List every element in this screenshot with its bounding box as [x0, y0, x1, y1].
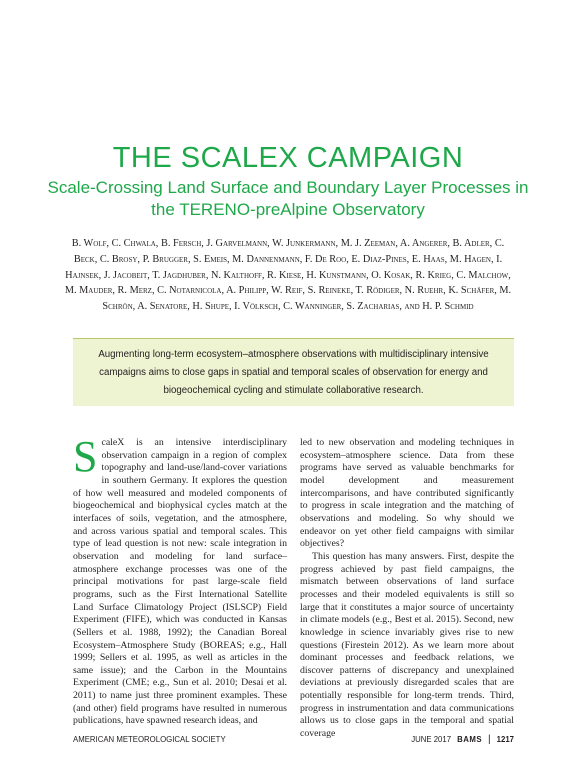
footer-separator: | [488, 734, 491, 745]
paragraph-text: caleX is an intensive interdisciplinary observation campaign in a region of complex topography and land-use/land-cover variations in southern Germany. It explores the question of how well measured and modeled components of biogeochemical and biophysical cycles match at the interfaces of soils, vegetation, and the atmosphere, and across various spatial and temporal scales. This type of lead question is not new: scale integration in observation and modeling for land surface–atmosphere exchange processes was one of the principal motivations for past large-scale field programs, such as the First International Satellite Land Surface Climatology Project (ISLSCP) Field Experiment (FIFE), which was conducted in Kansas (Sellers et al. 1988, 1992); the Canadian Boreal Ecosystem–Atmosphere Study (BOREAS; e.g., Hall 1999; Sellers et al. 1995, as well as articles in the same issue); and the Carbon in the Mountains Experiment (CME; e.g., Sun et al. 2010; Desai et al. 2011) to name just three prominent examples. These (and other) field programs have resulted in numerous publications, have spawned research ideas, and [73, 437, 287, 727]
footer-society: AMERICAN METEOROLOGICAL SOCIETY [73, 735, 226, 744]
footer-date: JUNE 2017 [411, 735, 452, 744]
footer-journal: BAMS [457, 735, 483, 744]
author-list: B. Wolf, C. Chwala, B. Fersch, J. Garvelmann, W. Junkermann, M. J. Zeeman, A. Angerer, B. Adler, C. Beck, C. Brosy, P. Brugger, S. Emeis, M. Dannenmann, F. De Roo, E. Diaz-Pines, E. Haas, M. Hagen, I. Hajnsek, J. Jacobeit, T. Jagdhuber, N. Kalthoff, R. Kiese, H. Kunstmann, O. Kosak, R. Krieg, C. Malchow, M. Mauder, R. Merz, C. Notarnicola, A. Philipp, W. Reif, S. Reineke, T. Rödiger, N. Ruehr, K. Schäfer, M. Schrön, A. Senatore, H. Shupe, I. Völksch, C. Wanninger, S. Zacharias, and H. P. Schmid [64, 238, 512, 313]
abstract-box [73, 338, 514, 406]
page-footer [73, 734, 514, 745]
body-column-right [300, 437, 514, 741]
body-paragraph: This question has many answers. First, despite the progress achieved by past field campaigns, the mismatch between observations of land surface processes and their modeled equivalents is still so large that it constitutes a major source of uncertainty in climate models (e.g., Best et al. 2015). Second, new knowledge in science invariably gives rise to new questions (Firestein 2012). As we learn more about dominant processes and feedback relations, we discover patterns of discrepancy and unexplained deviations at previously disregarded scales that are potentially responsible for long-term trends. Third, progress in instrumentation and data communications allows us to close gaps in the temporal and spatial coverage [300, 550, 514, 740]
article-title: THE SCALEX CAMPAIGN [112, 142, 464, 174]
abstract-top-rule [73, 338, 514, 339]
drop-cap: S [73, 432, 98, 481]
article-subtitle: Scale-Crossing Land Surface and Boundary Layer Processes in the TERENO-preAlpine Observatory [47, 178, 529, 219]
body-column-left [73, 432, 287, 728]
body-paragraph: led to new observation and modeling techniques in ecosystem–atmosphere science. Data from these programs have served as valuable benchmarks for model development and measurement intercomparisons, and have contributed significantly to progress in scale integration and the matching of observations and modeling. So why should we endeavor on yet other field campaigns with similar objectives? [300, 437, 514, 550]
page-number: 1217 [496, 735, 514, 744]
abstract-text: Augmenting long-term ecosystem–atmosphere observations with multidisciplinary intensive campaigns aims to close gaps in spatial and temporal scales of observation for energy and biogeochemical cycling and stimulate collaborative research. [98, 349, 489, 396]
footer-right [411, 734, 514, 745]
body-paragraph [73, 432, 287, 728]
